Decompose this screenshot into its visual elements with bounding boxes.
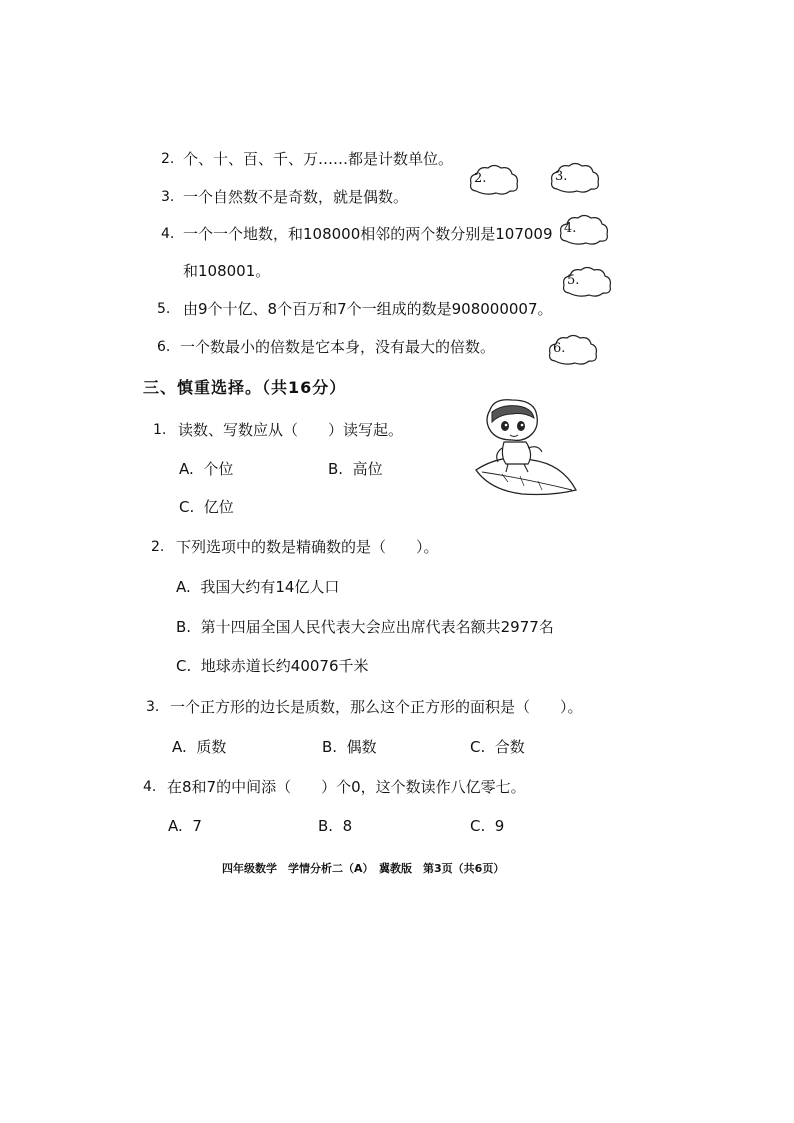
- item-4-number: 4.: [161, 226, 175, 242]
- question-2-option-c[interactable]: C. 地球赤道长约40076千米: [176, 657, 369, 675]
- question-1-option-a[interactable]: A. 个位: [179, 460, 234, 478]
- item-3-text: 一个自然数不是奇数，就是偶数。: [183, 188, 409, 206]
- cartoon-girl-illustration: [472, 398, 578, 498]
- item-5-number: 5.: [157, 301, 171, 317]
- answer-cloud-5[interactable]: [561, 265, 613, 299]
- item-6-number: 6.: [157, 339, 171, 355]
- question-2-number: 2.: [151, 539, 165, 555]
- item-5-text: 由9个十亿、8个百万和7个一组成的数是908000007。: [183, 300, 553, 318]
- question-2-option-a[interactable]: A. 我国大约有14亿人口: [176, 578, 340, 596]
- question-3-text: 一个正方形的边长是质数，那么这个正方形的面积是（ ）。: [170, 698, 583, 716]
- question-4-text: 在8和7的中间添（ ）个0，这个数读作八亿零七。: [167, 778, 526, 796]
- answer-cloud-label: 3.: [555, 169, 568, 184]
- item-3-number: 3.: [161, 189, 175, 205]
- item-4-text: 一个一个地数，和108000相邻的两个数分别是107009: [183, 225, 553, 243]
- girl-on-leaf-icon: [472, 398, 578, 498]
- question-1-number: 1.: [153, 422, 167, 438]
- answer-cloud-label: 5.: [567, 273, 580, 288]
- question-3-option-a[interactable]: A. 质数: [172, 738, 227, 756]
- question-2-option-b[interactable]: B. 第十四届全国人民代表大会应出席代表名额共2977名: [176, 618, 554, 636]
- question-1-option-b[interactable]: B. 高位: [328, 460, 383, 478]
- question-1-text: 读数、写数应从（ ）读写起。: [178, 421, 404, 439]
- item-2-text: 个、十、百、千、万……都是计数单位。: [183, 150, 454, 168]
- question-3-number: 3.: [146, 699, 160, 715]
- section-3-heading: 三、慎重选择。（共16分）: [143, 378, 347, 397]
- answer-cloud-6[interactable]: [547, 333, 599, 367]
- item-2-number: 2.: [161, 151, 175, 167]
- question-3-option-b[interactable]: B. 偶数: [322, 738, 377, 756]
- question-4-option-c[interactable]: C. 9: [470, 817, 505, 835]
- answer-cloud-label: 4.: [564, 221, 577, 236]
- answer-cloud-label: 2.: [474, 171, 487, 186]
- answer-cloud-label: 6.: [553, 341, 566, 356]
- item-6-text: 一个数最小的倍数是它本身，没有最大的倍数。: [180, 338, 496, 356]
- question-1-option-c[interactable]: C. 亿位: [179, 498, 234, 516]
- question-4-option-b[interactable]: B. 8: [318, 817, 353, 835]
- item-4-text-continued: 和108001。: [183, 262, 271, 280]
- page-footer: 四年级数学 学情分析二（A） 冀教版 第3页（共6页）: [222, 862, 505, 875]
- answer-cloud-2[interactable]: [468, 163, 520, 197]
- question-4-number: 4.: [143, 779, 157, 795]
- answer-cloud-3[interactable]: [549, 161, 601, 195]
- question-3-option-c[interactable]: C. 合数: [470, 738, 525, 756]
- question-4-option-a[interactable]: A. 7: [168, 817, 202, 835]
- answer-cloud-4[interactable]: [558, 213, 610, 247]
- question-2-text: 下列选项中的数是精确数的是（ ）。: [176, 538, 439, 556]
